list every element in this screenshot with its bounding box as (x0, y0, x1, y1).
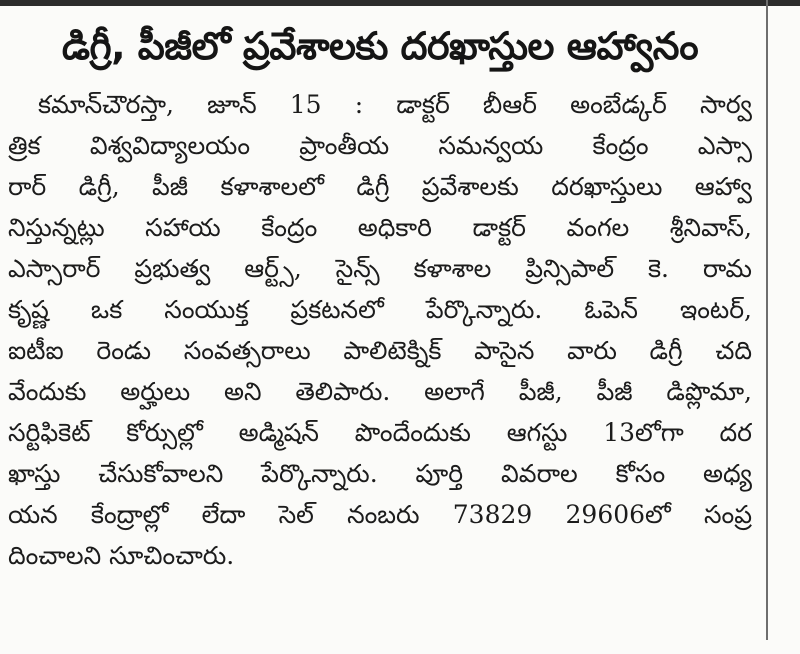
body-line: త్రిక విశ్వవిద్యాలయం ప్రాంతీయ సమన్వయ కేంద్రం ఎస్సా (8, 131, 752, 160)
body-line: కమాన్‌చౌరస్తా, జూన్ 15 : డాక్టర్ బీఆర్ అంబేడ్కర్ సార్వ (38, 90, 752, 119)
body-line: ఖాస్తు చేసుకోవాలని పేర్కొన్నారు. పూర్తి వివరాల కోసం అధ్య (8, 459, 752, 488)
top-border-rule (0, 0, 800, 6)
body-line: దించాలని సూచించారు. (8, 541, 235, 570)
article-body (8, 84, 752, 576)
body-line: సర్టిఫికెట్ కోర్సుల్లో అడ్మిషన్ పొందేందుకు ఆగస్టు 13లోగా దర (8, 418, 752, 447)
body-line: యన కేంద్రాల్లో లేదా సెల్ నంబరు 73829 29606లో సంప్ర (8, 500, 752, 529)
body-line: ఐటీఐ రెండు సంవత్సరాలు పాలిటెక్నిక్ పాసైన వారు డిగ్రీ చది (8, 336, 752, 365)
article-headline: డిగ్రీ, పీజీలో ప్రవేశాలకు దరఖాస్తుల ఆహ్వానం (61, 24, 699, 68)
column-divider-rule (766, 0, 768, 640)
body-line: వేందుకు అర్హులు అని తెలిపారు. అలాగే పీజీ, పీజీ డిప్లొమా, (8, 377, 752, 406)
body-line: రార్ డిగ్రీ, పీజీ కళాశాలలో డిగ్రీ ప్రవేశాలకు దరఖాస్తులు ఆహ్వా (8, 172, 752, 201)
body-line: కృష్ణ ఒక సంయుక్త ప్రకటనలో పేర్కొన్నారు. ఓపెన్ ఇంటర్, (8, 295, 752, 324)
body-line: ఎస్సారార్ ప్రభుత్వ ఆర్ట్స్, సైన్స్ కళాశాల ప్రిన్సిపాల్ కె. రామ (8, 254, 752, 283)
news-article (8, 14, 752, 576)
body-line: నిస్తున్నట్లు సహాయ కేంద్రం అధికారి డాక్టర్ వంగల శ్రీనివాస్, (8, 213, 752, 242)
